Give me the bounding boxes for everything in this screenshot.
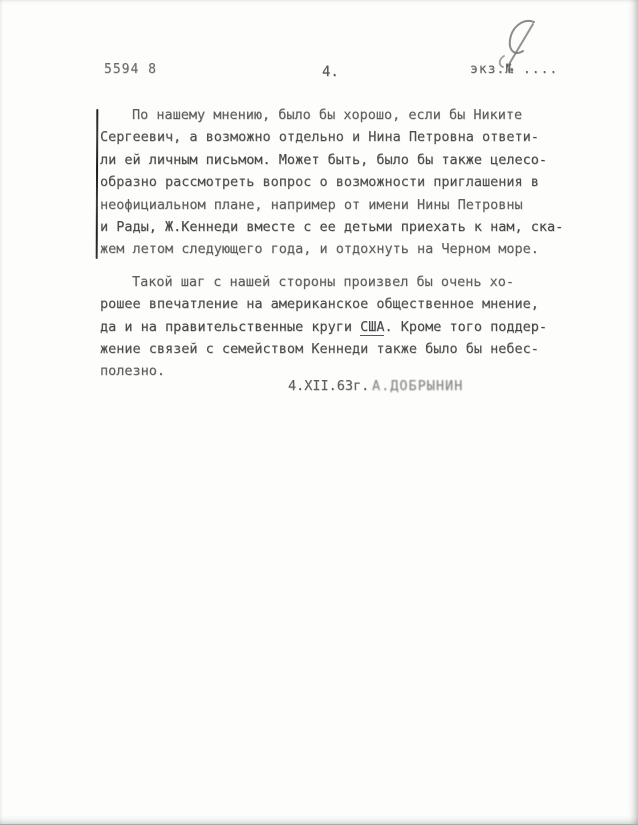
body-line: рошее впечатление на американское общественное мнение, <box>100 296 539 313</box>
document-number: 5594 8 <box>104 62 157 77</box>
body-line-segment: да и на правительственные круги <box>100 318 361 335</box>
body-line: жем летом следующего года, и отдохнуть на Черном море. <box>100 241 539 258</box>
paragraph-2 <box>100 271 580 383</box>
signature-name: А.ДОБРЫНИН <box>372 378 464 394</box>
body-line: полезно. <box>100 363 166 380</box>
body-line: ли ей личным письмом. Может быть, было бы также целесо- <box>100 151 548 168</box>
margin-mark-line <box>96 109 99 259</box>
copy-number-label: экз.№ .... <box>470 62 559 77</box>
underlined-text-usa: США <box>360 318 385 335</box>
page-number: 4. <box>322 64 339 80</box>
body-line: жение связей с семейством Кеннеди также было бы небес- <box>100 340 539 357</box>
signature-date: 4.XII.63г. <box>288 378 370 394</box>
body-line: Такой шаг с нашей стороны произвел бы очень хо- <box>132 273 515 290</box>
body-line: неофициальном плане, например от имени Нины Петровны <box>100 196 523 213</box>
body-line: образно рассмотреть вопрос о возможности приглашения в <box>100 174 539 191</box>
body-line: По нашему мнению, было бы хорошо, если бы Никите <box>132 107 523 123</box>
body-line: и Рады, Ж.Кеннеди вместе с ее детьми приехать к нам, ска- <box>100 218 564 235</box>
body-line: Сергеевич, а возможно отдельно и Нина Петровна ответи- <box>100 129 539 146</box>
body-line-segment: . Кроме того поддер- <box>384 318 548 335</box>
body-line <box>100 316 580 338</box>
paragraph-1 <box>100 104 580 261</box>
document-body <box>100 104 580 383</box>
